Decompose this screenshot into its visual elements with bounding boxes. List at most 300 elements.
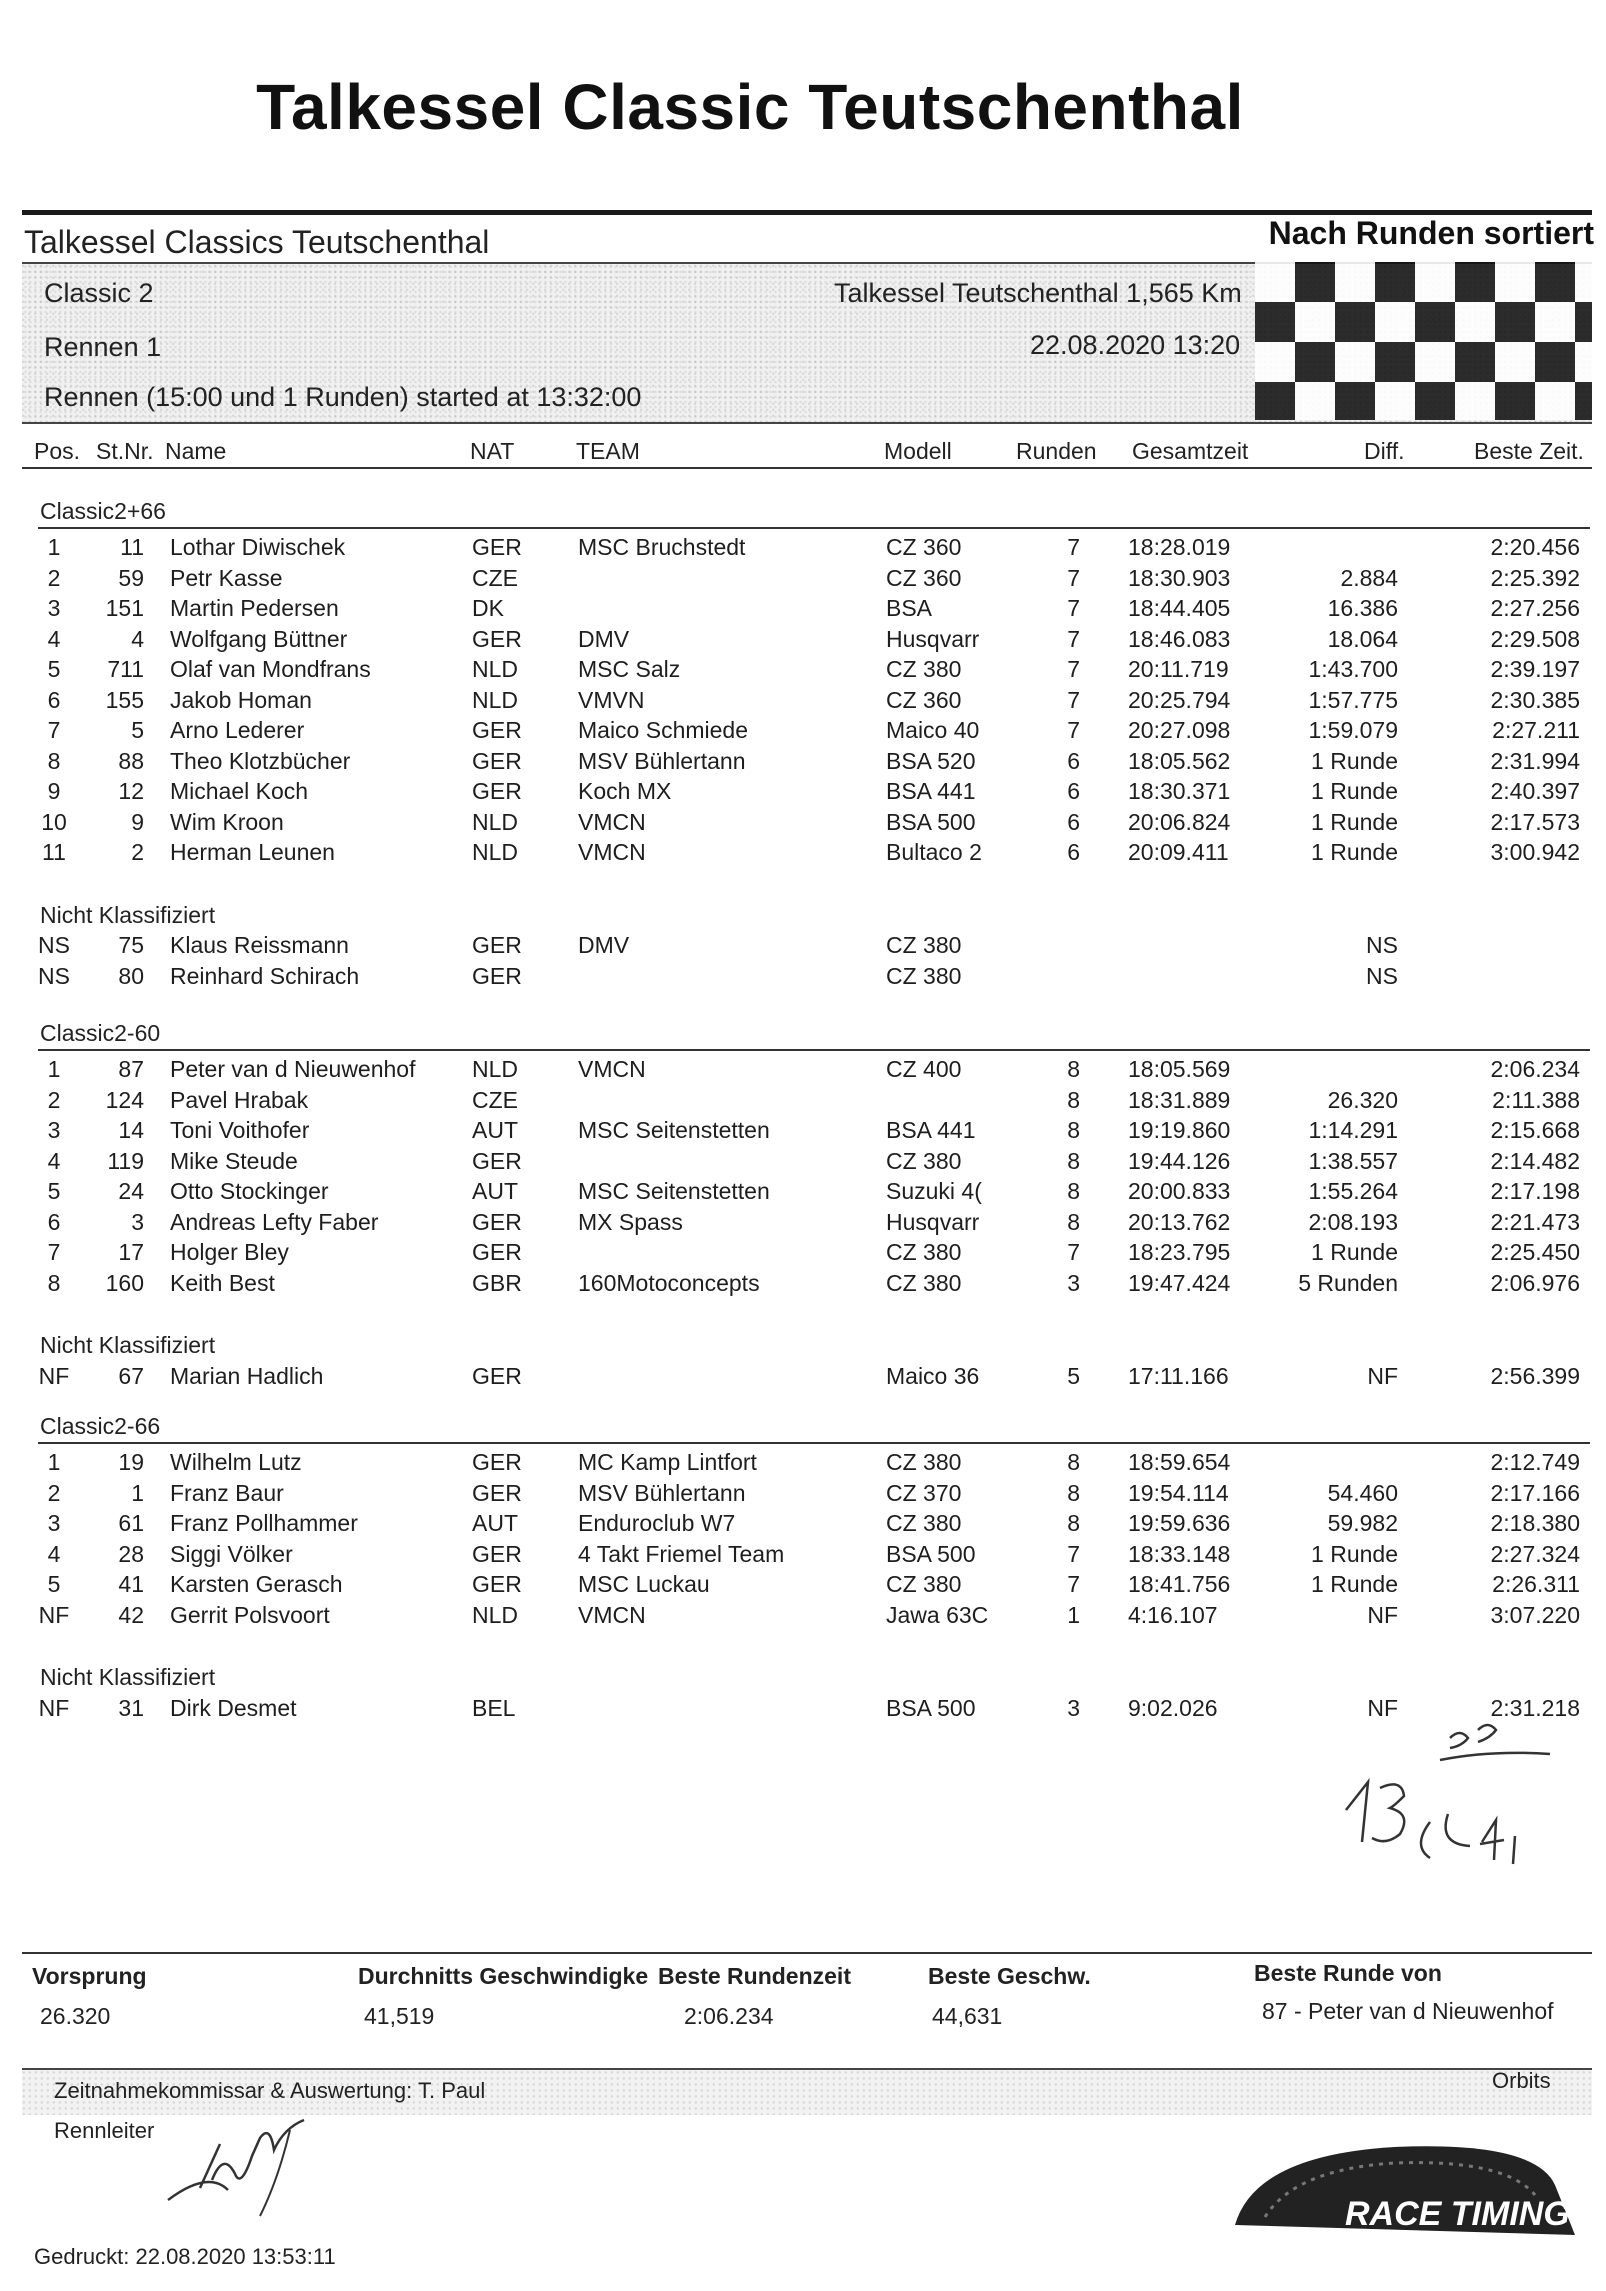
not-classified-title: Nicht Klassifiziert — [40, 1664, 216, 1690]
cell-runden: 7 — [1067, 717, 1080, 743]
cell-runden: 8 — [1067, 1208, 1080, 1235]
cell-runden: 7 — [1067, 1540, 1080, 1567]
cell-stnr: 88 — [118, 747, 144, 774]
cell-stnr: 5 — [131, 717, 144, 743]
cell-nat: GBR — [472, 1269, 522, 1296]
class-label: Classic 2 — [44, 278, 154, 308]
cell-runden: 7 — [1067, 1571, 1080, 1597]
cell-nat: GER — [472, 534, 522, 560]
cell-stnr: 67 — [118, 1362, 144, 1389]
cell-stnr: 124 — [105, 1086, 144, 1113]
cell-diff: 1:59.079 — [1308, 717, 1398, 743]
cell-runden: 8 — [1067, 1086, 1080, 1113]
cell-name: Karsten Gerasch — [170, 1571, 343, 1597]
group-title: Classic2-66 — [40, 1413, 161, 1439]
cell-stnr: 151 — [105, 595, 144, 621]
cell-runden: 7 — [1067, 1239, 1080, 1265]
not-classified-title: Nicht Klassifiziert — [40, 1332, 216, 1358]
cell-runden: 8 — [1067, 1449, 1080, 1475]
cell-modell: Suzuki 4( — [886, 1178, 982, 1204]
cell-gesamtzeit: 18:31.889 — [1128, 1086, 1231, 1113]
col-modell: Modell — [884, 438, 952, 464]
cell-gesamtzeit: 19:19.860 — [1128, 1117, 1231, 1143]
cell-runden: 5 — [1067, 1362, 1080, 1389]
cell-modell: CZ 380 — [886, 1571, 962, 1597]
cell-gesamtzeit: 18:46.083 — [1128, 625, 1231, 652]
vorsprung-label: Vorsprung — [32, 1963, 147, 1989]
race-info: Rennen (15:00 und 1 Runden) started at 13:32:00 — [44, 382, 642, 412]
cell-modell: CZ 380 — [886, 1449, 962, 1475]
cell-nat: CZE — [472, 564, 518, 591]
cell-team: VMCN — [578, 1056, 646, 1082]
cell-stnr: 155 — [105, 686, 144, 713]
cell-runden: 7 — [1067, 656, 1080, 682]
cell-nat: AUT — [472, 1510, 518, 1536]
cell-modell: CZ 380 — [886, 932, 962, 958]
cell-name: Otto Stockinger — [170, 1178, 329, 1204]
cell-runden: 1 — [1067, 1601, 1080, 1628]
cell-gesamtzeit: 18:59.654 — [1128, 1449, 1231, 1475]
cell-diff: 2.884 — [1340, 564, 1398, 591]
cell-name: Franz Pollhammer — [170, 1510, 358, 1536]
cell-gesamtzeit: 19:44.126 — [1128, 1147, 1231, 1174]
cell-stnr: 80 — [118, 962, 144, 989]
cell-pos: 2 — [47, 564, 61, 591]
cell-modell: CZ 380 — [886, 962, 962, 989]
cell-runden: 6 — [1067, 839, 1080, 865]
cell-team: Enduroclub W7 — [578, 1510, 736, 1536]
cell-stnr: 9 — [131, 808, 144, 835]
cell-nat: DK — [472, 595, 504, 621]
cell-diff: 1 Runde — [1311, 839, 1398, 865]
cell-beste-zeit: 2:17.573 — [1490, 808, 1580, 835]
cell-nat: GER — [472, 1449, 522, 1475]
cell-nat: NLD — [472, 656, 519, 682]
cell-name: Herman Leunen — [170, 839, 335, 865]
cell-gesamtzeit: 20:11.719 — [1128, 656, 1229, 682]
cell-nat: GER — [472, 747, 522, 774]
cell-beste-zeit: 2:40.397 — [1490, 778, 1580, 804]
cell-team: DMV — [578, 932, 630, 958]
document-title: Talkessel Classic Teutschenthal — [256, 71, 1244, 143]
col-pos: Pos. — [34, 438, 81, 464]
sort-label: Nach Runden sortiert — [1268, 215, 1594, 251]
cell-modell: Husqvarr — [886, 625, 980, 652]
cell-modell: BSA — [886, 595, 933, 621]
cell-team: VMVN — [578, 686, 645, 713]
cell-runden: 7 — [1067, 686, 1080, 713]
cell-modell: Bultaco 2 — [886, 839, 982, 865]
cell-runden: 8 — [1067, 1117, 1080, 1143]
race-timing-logo — [1195, 2125, 1595, 2255]
cell-name: Franz Baur — [170, 1479, 284, 1506]
cell-team: MSC Seitenstetten — [578, 1178, 770, 1204]
cell-stnr: 41 — [118, 1571, 144, 1597]
cell-name: Klaus Reissmann — [170, 932, 349, 958]
best-speed-label: Beste Geschw. — [928, 1963, 1091, 1989]
cell-modell: BSA 520 — [886, 747, 976, 774]
cell-runden: 7 — [1067, 534, 1080, 560]
cell-nat: GER — [472, 1479, 522, 1506]
cell-gesamtzeit: 18:05.562 — [1128, 747, 1231, 774]
group-rule — [38, 1049, 1590, 1051]
cell-stnr: 24 — [118, 1178, 144, 1204]
cell-name: Dirk Desmet — [170, 1694, 297, 1721]
cell-beste-zeit: 2:26.311 — [1492, 1571, 1580, 1597]
cell-beste-zeit: 2:27.256 — [1490, 595, 1580, 621]
group-rule — [38, 527, 1590, 529]
cell-gesamtzeit: 18:30.371 — [1128, 778, 1231, 804]
cell-pos: 1 — [47, 534, 61, 560]
cell-beste-zeit: 3:00.942 — [1490, 839, 1580, 865]
group-title: Classic2+66 — [40, 498, 166, 524]
cell-name: Gerrit Polsvoort — [170, 1601, 330, 1628]
cell-modell: Maico 36 — [886, 1362, 980, 1389]
cell-beste-zeit: 2:14.482 — [1490, 1147, 1580, 1174]
cell-runden: 7 — [1067, 625, 1080, 652]
col-diff: Diff. — [1364, 438, 1405, 464]
cell-runden: 8 — [1067, 1510, 1080, 1536]
cell-pos: 1 — [47, 1449, 61, 1475]
cell-nat: CZE — [472, 1086, 518, 1113]
cell-beste-zeit: 2:31.994 — [1490, 747, 1580, 774]
cell-name: Siggi Völker — [170, 1540, 293, 1567]
cell-gesamtzeit: 18:30.903 — [1128, 564, 1231, 591]
cell-name: Arno Lederer — [170, 717, 305, 743]
cell-beste-zeit: 2:27.211 — [1492, 717, 1580, 743]
cell-stnr: 61 — [118, 1510, 144, 1536]
cell-runden: 6 — [1067, 747, 1080, 774]
cell-team: MSC Bruchstedt — [578, 534, 746, 560]
cell-gesamtzeit: 19:47.424 — [1128, 1269, 1231, 1296]
cell-modell: CZ 360 — [886, 686, 962, 713]
cell-name: Wilhelm Lutz — [170, 1449, 302, 1475]
cell-name: Andreas Lefty Faber — [170, 1208, 379, 1235]
cell-pos: 4 — [47, 625, 61, 652]
cell-name: Lothar Diwischek — [170, 534, 346, 560]
cell-pos: 5 — [47, 656, 61, 682]
cell-diff: 54.460 — [1327, 1479, 1398, 1506]
cell-modell: CZ 400 — [886, 1056, 962, 1082]
cell-modell: CZ 380 — [886, 1239, 962, 1265]
cell-nat: NLD — [472, 839, 519, 865]
cell-stnr: 31 — [118, 1694, 144, 1721]
cell-runden: 3 — [1067, 1694, 1080, 1721]
cell-name: Peter van d Nieuwenhof — [170, 1056, 416, 1082]
cell-pos: 1 — [47, 1056, 61, 1082]
cell-team: MC Kamp Lintfort — [578, 1449, 757, 1475]
cell-team: 160Motoconcepts — [578, 1269, 760, 1296]
cell-nat: GER — [472, 1362, 522, 1389]
cell-diff: 1:55.264 — [1308, 1178, 1398, 1204]
svg-text:RACE TIMING: RACE TIMING — [1345, 2195, 1570, 2233]
cell-nat: NLD — [472, 1056, 519, 1082]
cell-beste-zeit: 2:30.385 — [1490, 686, 1580, 713]
cell-name: Holger Bley — [170, 1239, 289, 1265]
cell-nat: GER — [472, 1147, 522, 1174]
cell-name: Wolfgang Büttner — [170, 625, 348, 652]
cell-gesamtzeit: 18:41.756 — [1128, 1571, 1231, 1597]
cell-beste-zeit: 3:07.220 — [1490, 1601, 1580, 1628]
cell-diff: 26.320 — [1327, 1086, 1398, 1113]
cell-stnr: 87 — [118, 1056, 144, 1082]
cell-pos: 6 — [47, 1208, 61, 1235]
cell-modell: CZ 380 — [886, 1510, 962, 1536]
cell-stnr: 59 — [118, 564, 144, 591]
cell-team: MSV Bühlertann — [578, 1479, 746, 1506]
cell-runden: 8 — [1067, 1178, 1080, 1204]
cell-pos: NS — [38, 962, 70, 989]
cell-modell: CZ 370 — [886, 1479, 962, 1506]
cell-beste-zeit: 2:17.166 — [1490, 1479, 1580, 1506]
cell-modell: CZ 360 — [886, 564, 962, 591]
cell-stnr: 3 — [131, 1208, 144, 1235]
cell-modell: CZ 380 — [886, 1269, 962, 1296]
cell-beste-zeit: 2:31.218 — [1490, 1694, 1580, 1721]
cell-team: MX Spass — [578, 1208, 683, 1235]
cell-gesamtzeit: 18:05.569 — [1128, 1056, 1231, 1082]
cell-runden: 3 — [1067, 1269, 1080, 1296]
cell-diff: 1:43.700 — [1308, 656, 1398, 682]
cell-gesamtzeit: 17:11.166 — [1128, 1362, 1229, 1389]
cell-team: DMV — [578, 625, 630, 652]
cell-pos: 3 — [47, 1117, 61, 1143]
avg-speed-value: 41,519 — [364, 2003, 435, 2029]
vorsprung-value: 26.320 — [40, 2003, 111, 2029]
cell-runden: 8 — [1067, 1479, 1080, 1506]
cell-stnr: 4 — [131, 625, 144, 652]
cell-pos: 2 — [47, 1086, 61, 1113]
col-name: Name — [165, 438, 227, 464]
cell-beste-zeit: 2:15.668 — [1490, 1117, 1580, 1143]
cell-diff: 1 Runde — [1311, 1571, 1398, 1597]
cell-pos: 2 — [47, 1479, 61, 1506]
cell-beste-zeit: 2:25.392 — [1490, 564, 1580, 591]
cell-name: Michael Koch — [170, 778, 309, 804]
cell-gesamtzeit: 9:02.026 — [1128, 1694, 1218, 1721]
cell-nat: GER — [472, 625, 522, 652]
col-runden: Runden — [1016, 438, 1097, 464]
cell-gesamtzeit: 20:09.411 — [1128, 839, 1229, 865]
col-team: TEAM — [576, 438, 640, 464]
cell-team: Koch MX — [578, 778, 672, 804]
cell-name: Marian Hadlich — [170, 1362, 324, 1389]
cell-nat: GER — [472, 1239, 522, 1265]
col-nat: NAT — [470, 438, 515, 464]
cell-beste-zeit: 2:18.380 — [1490, 1510, 1580, 1536]
cell-runden: 8 — [1067, 1147, 1080, 1174]
event-name: Talkessel Classics Teutschenthal — [24, 224, 490, 260]
cell-beste-zeit: 2:06.976 — [1490, 1269, 1580, 1296]
cell-pos: 11 — [42, 839, 66, 865]
cell-name: Pavel Hrabak — [170, 1086, 309, 1113]
cell-diff: 1 Runde — [1311, 778, 1398, 804]
cell-modell: CZ 360 — [886, 534, 962, 560]
col-stnr: St.Nr. — [96, 438, 154, 464]
timing-official: Zeitnahmekommissar & Auswertung: T. Paul — [54, 2078, 486, 2103]
cell-runden: 7 — [1067, 595, 1080, 621]
cell-team: MSV Bühlertann — [578, 747, 746, 774]
cell-nat: NLD — [472, 1601, 519, 1628]
cell-beste-zeit: 2:56.399 — [1490, 1362, 1580, 1389]
cell-nat: GER — [472, 932, 522, 958]
cell-gesamtzeit: 20:13.762 — [1128, 1208, 1231, 1235]
race-label: Rennen 1 — [44, 332, 162, 362]
cell-gesamtzeit: 20:06.824 — [1128, 808, 1231, 835]
cell-gesamtzeit: 18:44.405 — [1128, 595, 1231, 621]
cell-pos: NF — [38, 1694, 70, 1721]
cell-beste-zeit: 2:25.450 — [1490, 1239, 1580, 1265]
cell-diff: 2:08.193 — [1308, 1208, 1398, 1235]
cell-beste-zeit: 2:06.234 — [1490, 1056, 1580, 1082]
cell-pos: NF — [38, 1601, 70, 1628]
cell-modell: CZ 380 — [886, 1147, 962, 1174]
cell-modell: Husqvarr — [886, 1208, 980, 1235]
cell-beste-zeit: 2:27.324 — [1490, 1540, 1580, 1567]
cell-diff: 18.064 — [1327, 625, 1398, 652]
cell-beste-zeit: 2:20.456 — [1490, 534, 1580, 560]
cell-team: VMCN — [578, 1601, 646, 1628]
cell-stnr: 75 — [118, 932, 144, 958]
col-beste-zeit: Beste Zeit. — [1474, 438, 1584, 464]
cell-modell: BSA 500 — [886, 808, 976, 835]
cell-beste-zeit: 2:11.388 — [1492, 1086, 1580, 1113]
cell-runden: 8 — [1067, 1056, 1080, 1082]
cell-team: MSC Seitenstetten — [578, 1117, 770, 1143]
cell-gesamtzeit: 18:28.019 — [1128, 534, 1231, 560]
cell-team: MSC Salz — [578, 656, 681, 682]
best-lap-label: Beste Rundenzeit — [658, 1963, 851, 1989]
cell-diff: NF — [1367, 1601, 1398, 1628]
cell-team: 4 Takt Friemel Team — [578, 1540, 785, 1567]
col-gesamtzeit: Gesamtzeit — [1132, 438, 1249, 464]
cell-name: Martin Pedersen — [170, 595, 339, 621]
cell-nat: GER — [472, 962, 522, 989]
cell-modell: BSA 441 — [886, 1117, 976, 1143]
cell-modell: Maico 40 — [886, 717, 980, 743]
cell-nat: AUT — [472, 1178, 518, 1204]
cell-diff: 5 Runden — [1298, 1269, 1398, 1296]
cell-diff: NS — [1366, 932, 1398, 958]
cell-gesamtzeit: 20:00.833 — [1128, 1178, 1231, 1204]
cell-team: Maico Schmiede — [578, 717, 749, 743]
cell-gesamtzeit: 19:54.114 — [1128, 1479, 1229, 1506]
cell-pos: 6 — [47, 686, 61, 713]
cell-nat: GER — [472, 1540, 522, 1567]
cell-team: MSC Luckau — [578, 1571, 710, 1597]
cell-nat: GER — [472, 1208, 522, 1235]
cell-nat: GER — [472, 778, 522, 804]
cell-pos: 4 — [47, 1147, 61, 1174]
cell-diff: 1 Runde — [1311, 1540, 1398, 1567]
cell-diff: 1 Runde — [1311, 1239, 1398, 1265]
cell-nat: GER — [472, 1571, 522, 1597]
cell-diff: NF — [1367, 1362, 1398, 1389]
cell-stnr: 160 — [105, 1269, 144, 1296]
signature — [160, 2110, 390, 2220]
cell-pos: 5 — [47, 1178, 61, 1204]
not-classified-title: Nicht Klassifiziert — [40, 901, 216, 928]
cell-nat: NLD — [472, 808, 519, 835]
cell-stnr: 119 — [107, 1147, 144, 1174]
cell-name: Keith Best — [170, 1269, 275, 1296]
cell-nat: NLD — [472, 686, 519, 713]
group-rule — [38, 1442, 1590, 1444]
cell-beste-zeit: 2:39.197 — [1490, 656, 1580, 682]
cell-gesamtzeit: 19:59.636 — [1128, 1510, 1231, 1536]
cell-gesamtzeit: 18:33.148 — [1128, 1540, 1231, 1567]
rennleiter-label: Rennleiter — [54, 2118, 155, 2143]
cell-gesamtzeit: 4:16.107 — [1128, 1601, 1218, 1628]
cell-name: Toni Voithofer — [170, 1117, 310, 1143]
cell-beste-zeit: 2:12.749 — [1490, 1449, 1580, 1475]
group-title: Classic2-60 — [40, 1020, 161, 1046]
cell-team: VMCN — [578, 839, 646, 865]
cell-modell: CZ 380 — [886, 656, 962, 682]
cell-diff: 1:14.291 — [1308, 1117, 1398, 1143]
cell-pos: 9 — [47, 778, 61, 804]
cell-diff: 59.982 — [1327, 1510, 1398, 1536]
cell-stnr: 711 — [107, 656, 144, 682]
cell-stnr: 17 — [118, 1239, 144, 1265]
avg-speed-label: Durchnitts Geschwindigke — [358, 1963, 649, 1989]
cell-stnr: 12 — [118, 778, 144, 804]
cell-gesamtzeit: 20:27.098 — [1128, 717, 1231, 743]
cell-beste-zeit: 2:17.198 — [1490, 1178, 1580, 1204]
cell-modell: BSA 500 — [886, 1694, 976, 1721]
cell-diff: 1 Runde — [1311, 808, 1398, 835]
cell-pos: 8 — [47, 747, 61, 774]
cell-pos: NF — [38, 1362, 70, 1389]
cell-gesamtzeit: 18:23.795 — [1128, 1239, 1231, 1265]
cell-nat: BEL — [472, 1694, 516, 1721]
cell-name: Wim Kroon — [170, 808, 284, 835]
handwritten-note — [1310, 1710, 1580, 1910]
best-lap-value: 2:06.234 — [684, 2003, 774, 2029]
best-lap-by-value: 87 - Peter van d Nieuwenhof — [1262, 1998, 1554, 2024]
best-lap-by-label: Beste Runde von — [1254, 1960, 1442, 1986]
cell-name: Petr Kasse — [170, 564, 283, 591]
cell-name: Theo Klotzbücher — [170, 747, 351, 774]
cell-runden: 7 — [1067, 564, 1080, 591]
cell-diff: NS — [1366, 962, 1398, 989]
cell-pos: 7 — [47, 1239, 61, 1265]
track-info: Talkessel Teutschenthal 1,565 Km — [834, 278, 1242, 308]
race-datetime: 22.08.2020 13:20 — [1030, 330, 1241, 360]
cell-runden: 6 — [1067, 808, 1080, 835]
cell-pos: 3 — [47, 1510, 61, 1536]
cell-beste-zeit: 2:21.473 — [1490, 1208, 1580, 1235]
orbits-label: Orbits — [1492, 2068, 1551, 2093]
cell-nat: GER — [472, 717, 522, 743]
cell-diff: NF — [1367, 1694, 1398, 1721]
cell-pos: NS — [38, 932, 70, 958]
cell-diff: 1 Runde — [1311, 747, 1398, 774]
cell-stnr: 28 — [118, 1540, 144, 1567]
cell-modell: BSA 441 — [886, 778, 976, 804]
cell-name: Olaf van Mondfrans — [170, 656, 371, 682]
cell-name: Jakob Homan — [170, 686, 312, 713]
cell-nat: AUT — [472, 1117, 518, 1143]
cell-name: Reinhard Schirach — [170, 962, 360, 989]
cell-pos: 7 — [47, 717, 61, 743]
cell-stnr: 11 — [120, 534, 144, 560]
cell-pos: 3 — [47, 595, 61, 621]
cell-pos: 5 — [47, 1571, 61, 1597]
cell-name: Mike Steude — [170, 1147, 298, 1174]
cell-runden: 6 — [1067, 778, 1080, 804]
cell-pos: 4 — [47, 1540, 61, 1567]
